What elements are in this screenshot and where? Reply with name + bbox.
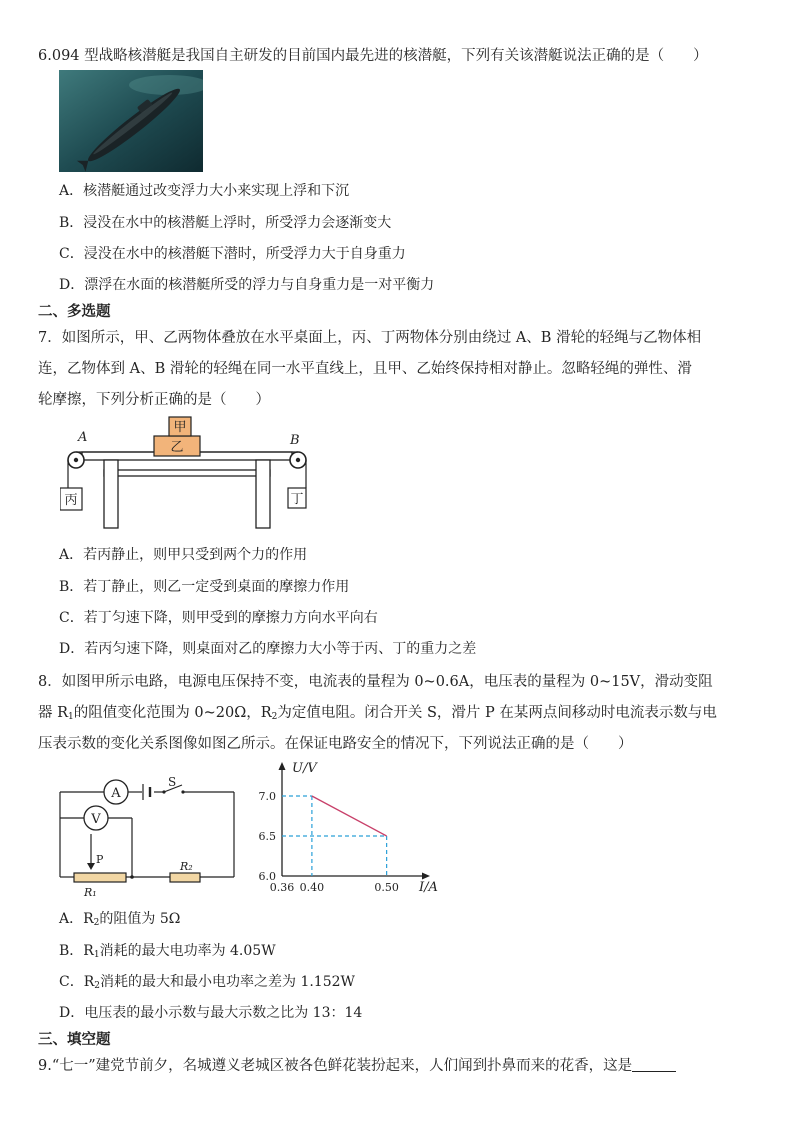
q7-stem-line1: 7．如图所示，甲、乙两物体叠放在水平桌面上，丙、丁两物体分别由绕过 A、B 滑轮的轻绳与乙物体相 bbox=[38, 330, 702, 346]
x-axis-label: I/A bbox=[419, 880, 438, 894]
voltmeter-label: V bbox=[91, 812, 101, 827]
x-tick-label: 0.40 bbox=[299, 881, 325, 894]
q8-circuit-diagram bbox=[56, 760, 246, 900]
q6-option-a: A．核潜艇通过改变浮力大小来实现上浮和下沉 bbox=[59, 183, 350, 199]
section-heading-fill-in: 三、填空题 bbox=[38, 1032, 111, 1048]
q8-stem-line1: 8．如图甲所示电路，电源电压保持不变，电流表的量程为 0~0.6A，电压表的量程为 0~15V，滑动变阻 bbox=[38, 674, 713, 690]
q8-stem-line3: 压表示数的变化关系图像如图乙所示。在保证电路安全的情况下，下列说法正确的是（ ） bbox=[38, 736, 633, 752]
box-bing-label: 丙 bbox=[64, 493, 78, 508]
q6-option-c: C．浸没在水中的核潜艇下潜时，所受浮力大于自身重力 bbox=[59, 246, 406, 262]
q8-ui-graph bbox=[254, 754, 454, 894]
slider-label: P bbox=[96, 853, 104, 866]
series-line-segment bbox=[312, 796, 387, 836]
y-tick-label: 6.5 bbox=[258, 830, 276, 843]
q8-option-d: D．电压表的最小示数与最大示数之比为 13：14 bbox=[59, 1005, 363, 1021]
q7-option-b: B．若丁静止，则乙一定受到桌面的摩擦力作用 bbox=[59, 579, 350, 595]
box-jia-label: 甲 bbox=[173, 420, 187, 435]
pulley-a-label: A bbox=[78, 430, 88, 445]
q8-option-c: C．$R_2$消耗的最大和最小电功率之差为 1.152W bbox=[59, 974, 355, 991]
q7-pulley-figure bbox=[60, 414, 310, 532]
q8-option-a: A．$R_2$的阻值为 5Ω bbox=[59, 911, 181, 928]
box-yi-label: 乙 bbox=[170, 440, 184, 455]
q7-option-c: C．若丁匀速下降，则甲受到的摩擦力方向水平向右 bbox=[59, 610, 378, 626]
q6-stem: 6.094 型战略核潜艇是我国自主研发的目前国内最先进的核潜艇，下列有关该潜艇说法正确的是（ ） bbox=[38, 48, 708, 64]
ammeter-label: A bbox=[111, 786, 121, 801]
q6-option-b: B．浸没在水中的核潜艇上浮时，所受浮力会逐渐变大 bbox=[59, 215, 392, 231]
switch-label: S bbox=[168, 775, 177, 789]
r2-label: R₂ bbox=[180, 860, 193, 873]
pulley-b-label: B bbox=[290, 433, 300, 448]
q7-option-a: A．若丙静止，则甲只受到两个力的作用 bbox=[59, 547, 308, 563]
box-ding-label: 丁 bbox=[290, 492, 304, 507]
q7-stem-line3: 轮摩擦，下列分析正确的是（ ） bbox=[38, 392, 270, 408]
r1-label: R₁ bbox=[84, 886, 97, 899]
submarine-image bbox=[59, 70, 203, 172]
q9-answer-blank[interactable] bbox=[632, 1057, 676, 1072]
q8-option-b: B．$R_1$消耗的最大电功率为 4.05W bbox=[59, 943, 276, 960]
y-tick-label: 7.0 bbox=[258, 790, 276, 803]
y-tick-label: 6.0 bbox=[258, 870, 276, 883]
q9-stem: 9.“七一”建党节前夕，名城遵义老城区被各色鲜花装扮起来，人们闻到扑鼻而来的花香，这是 bbox=[38, 1054, 676, 1075]
x-tick-label: 0.50 bbox=[374, 881, 399, 894]
q6-option-d: D．漂浮在水面的核潜艇所受的浮力与自身重力是一对平衡力 bbox=[59, 277, 435, 293]
section-heading-multi-choice: 二、多选题 bbox=[38, 304, 111, 320]
x-tick-label: 0.36 bbox=[269, 881, 295, 894]
q7-stem-line2: 连，乙物体到 A、B 滑轮的轻绳在同一水平直线上，且甲、乙始终保持相对静止。忽略轻绳的弹性、滑 bbox=[38, 361, 692, 377]
q7-option-d: D．若丙匀速下降，则桌面对乙的摩擦力大小等于丙、丁的重力之差 bbox=[59, 641, 477, 657]
q8-stem-line2: 器 $R_1$的阻值变化范围为 0~20Ω，$R_2$为定值电阻。闭合开关 S，滑片 P 在某两点间移动时电流表示数与电 bbox=[38, 705, 717, 722]
y-axis-label: U/V bbox=[292, 761, 317, 776]
